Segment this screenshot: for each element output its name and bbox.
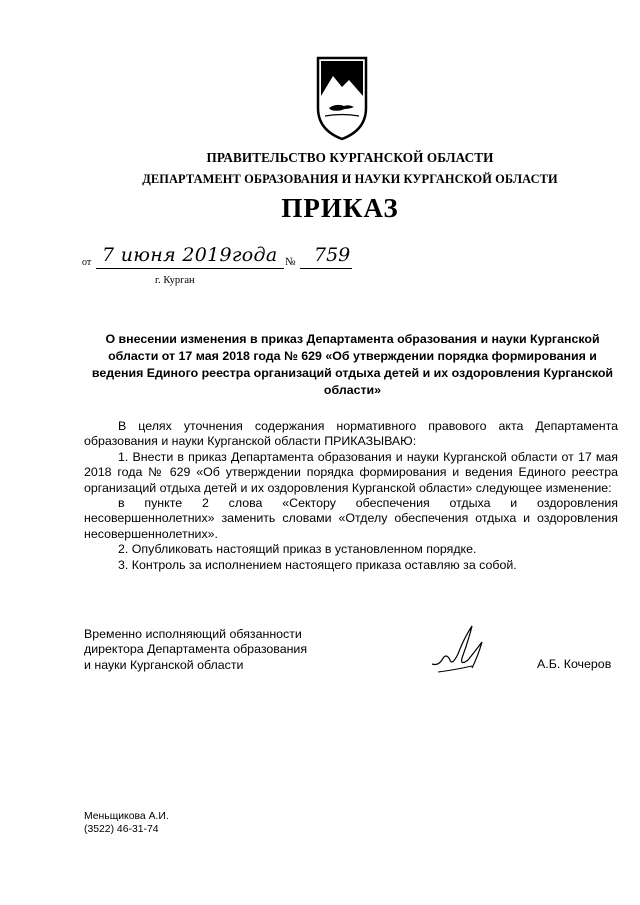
date-underline bbox=[96, 268, 284, 269]
document-title: ПРИКАЗ bbox=[281, 193, 399, 223]
signer-name: А.Б. Кочеров bbox=[537, 657, 612, 671]
item-1-change-paragraph: в пункте 2 слова «Сектору обеспечения отдыха и оздоровления несовершеннолетних» заменить словами «Отделу обеспечения отдыха и оздоровления несовершеннолетних». bbox=[84, 496, 618, 541]
executor-info bbox=[84, 810, 169, 837]
government-name: ПРАВИТЕЛЬСТВО КУРГАНСКОЙ ОБЛАСТИ bbox=[206, 150, 494, 165]
kurgan-region-coat-of-arms-icon bbox=[316, 56, 368, 141]
order-city: г. Курган bbox=[155, 275, 195, 286]
handwritten-signature-icon bbox=[428, 620, 488, 680]
number-underline bbox=[300, 268, 352, 269]
number-sign: № bbox=[285, 256, 296, 268]
signer-position-line-3: и науки Курганской области bbox=[84, 657, 244, 672]
preamble-paragraph: В целях уточнения содержания нормативного правового акта Департамента образования и науки Курганской области ПРИКАЗЫВАЮ: bbox=[84, 419, 618, 449]
executor-name: Меньщикова А.И. bbox=[84, 811, 169, 822]
item-1-paragraph: 1. Внести в приказ Департамента образования и науки Курганской области от 17 мая 2018 года № 629 «Об утверждении порядка формирования и ведения Единого реестра организаций отдыха детей и их оздоровления Курганской области» следующее изменение: bbox=[84, 449, 618, 495]
executor-phone: (3522) 46-31-74 bbox=[84, 824, 159, 836]
order-subject: О внесении изменения в приказ Департамента образования и науки Курганской области от 17 мая 2018 года № 629 «Об утверждении порядка формирования и ведения Единого реестра организаций отдыха детей и их оздоровления Курганской области» bbox=[91, 332, 614, 397]
order-date: 7 июня 2019года bbox=[102, 244, 278, 266]
date-prefix: от bbox=[82, 257, 92, 268]
order-date-line bbox=[82, 244, 362, 274]
signer-position-line-2: директора Департамента образования bbox=[84, 642, 308, 657]
item-2-paragraph: 2. Опубликовать настоящий приказ в установленном порядке. bbox=[118, 542, 477, 557]
department-name: ДЕПАРТАМЕНТ ОБРАЗОВАНИЯ И НАУКИ КУРГАНСКОЙ ОБЛАСТИ bbox=[142, 172, 558, 186]
signer-position-line-1: Временно исполняющий обязанности bbox=[84, 627, 302, 641]
item-3-paragraph: 3. Контроль за исполнением настоящего приказа оставляю за собой. bbox=[118, 557, 517, 572]
signer-position bbox=[84, 627, 307, 673]
order-body bbox=[84, 419, 618, 573]
order-number: 759 bbox=[314, 244, 351, 266]
